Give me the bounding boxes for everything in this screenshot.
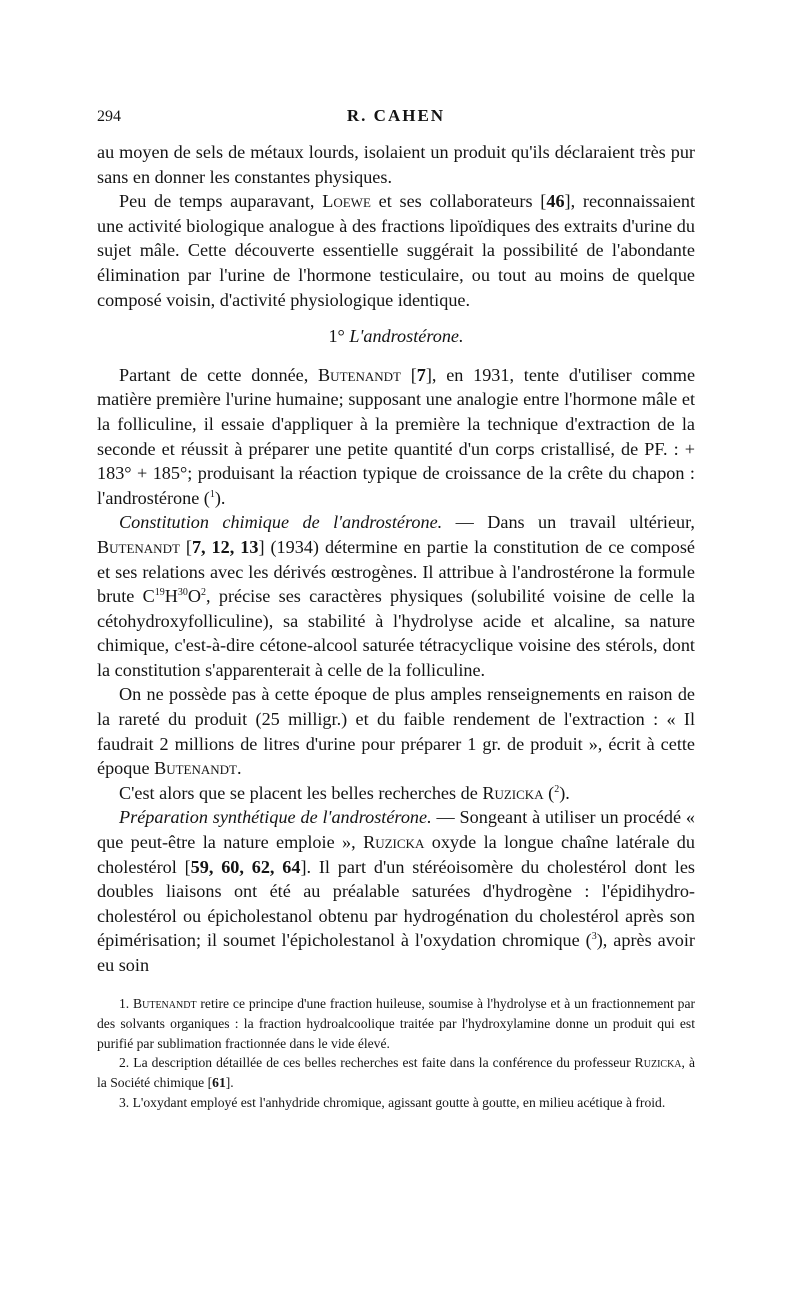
author-name: Ruzicka xyxy=(363,832,425,853)
paragraph-5: On ne possède pas à cette époque de plus amples renseignements en raison de la rareté du produit (25 milligr.) et du faible rendement de l'extraction : « Il faudrait 2 millions de litres d'urine pour préparer 1 gr. de produit », écrit à cette époque Butenandt. xyxy=(97,684,695,779)
paragraph-1: au moyen de sels de métaux lourds, isolaient un produit qu'ils déclaraient très pur sans en donner les constantes physiques. xyxy=(97,142,695,187)
section-title: L'androstérone. xyxy=(349,326,464,347)
citation: 7 xyxy=(416,364,426,385)
author-name: Butenandt xyxy=(318,364,401,385)
paragraph-3: Partant de cette donnée, Butenandt [7], en 1931, tente d'utiliser comme matière première l'urine humaine; supposant une analogie entre l'hormone mâle et la folliculine, il essaie d'appliquer à la première la technique d'extraction de la seconde et réussit à préparer une petite quantité d'un corps cristallisé, de PF. : + 183° + 185°; produisant la réaction typique de croissance de la crête du chapon : l'androstérone ($^1$). xyxy=(97,364,696,508)
footnote-3: 3. L'oxydant employé est l'anhydride chromique, agissant goutte à goutte, en milieu acétique à froid. xyxy=(119,1094,666,1110)
section-number: 1° xyxy=(328,326,345,347)
running-head: R. CAHEN xyxy=(346,106,446,125)
paragraph-6: C'est alors que se placent les belles recherches de Ruzicka ($^2$). xyxy=(119,782,570,803)
paragraph-7: Préparation synthétique de l'androstérone. — Songeant à utiliser un procédé « que peut-être la nature emploie », Ruzicka oxyde la longue chaîne latérale du cholestérol [59, 60, 62, 64]. Il part d'un stéréoisomère du cholestérol dont les doubles liaisons ont été au préalable saturées d'hydrogène : l'épidihydro-cholestérol ou épicholestanol obtenu par hydrogénation du cholestérol après son épimérisation; il soumet l'épicholestanol à l'oxydation chromique ($^3$), après avoir eu soin xyxy=(97,807,695,975)
subheading: Préparation synthétique de l'androstérone. xyxy=(119,807,432,828)
author-name: Butenandt xyxy=(154,758,237,779)
section-heading xyxy=(97,324,695,349)
footnotes xyxy=(97,994,695,1113)
author-name: Ruzicka xyxy=(482,782,544,803)
footnote-2: 2. La description détaillée de ces belles recherches est faite dans la conférence du professeur Ruzicka, à la Société chimique [61]. xyxy=(97,1055,696,1091)
author-name: Butenandt xyxy=(97,536,180,557)
author-name: Ruzicka xyxy=(634,1055,682,1071)
subheading: Constitution chimique de l'androstérone. xyxy=(119,512,443,533)
footnote-ref: 1 xyxy=(209,488,215,500)
paragraph-2: Peu de temps auparavant, Loewe et ses collaborateurs [46], reconnaissaient une activité biologique analogue à des fractions lipoïdiques des extraits d'urine du sujet mâle. Cette découverte essentielle suggérait la possibilité de l'abondante élimination par l'urine de l'hormone testiculaire, ou tout au moins de quelque composé voisin, d'activité physiologique identique. xyxy=(97,191,695,310)
footnote-ref: 3 xyxy=(591,931,597,943)
citation: 61 xyxy=(212,1075,226,1091)
author-name: Butenandt xyxy=(133,996,197,1011)
citation: 46 xyxy=(546,191,565,212)
footnote-ref: 2 xyxy=(554,783,560,795)
main-text xyxy=(97,140,695,978)
citation: 7, 12, 13 xyxy=(191,536,259,557)
citation: 59, 60, 62, 64 xyxy=(190,856,301,877)
page-header xyxy=(97,98,695,138)
footnote-1: 1. Butenandt retire ce principe d'une fraction huileuse, soumise à l'hydrolyse et à un fractionnement par des solvants organiques : la fraction hydroalcoolique traitée par l'hydroxylamine donne un produit qui est purifié par sublimation fractionnée dans le vide élevé. xyxy=(97,996,696,1051)
author-name: Loewe xyxy=(322,191,371,212)
page-number: 294 xyxy=(97,108,121,125)
paragraph-4: Constitution chimique de l'androstérone. — Dans un travail ultérieur, Butenandt [7, 12, 13] (1934) détermine en partie la constitution de ce composé et ses relations avec les dérivés œstrogènes. Il attribue à l'androstérone la formule brute $C^{19}H^{30}O^2$, précise ses caractères physiques (solubilité voisine de celle la cétohydroxyfolliculine), sa stabilité à l'hydrolyse acide et alcaline, sa nature chimique, c'est-à-dire cétone-alcool saturée tétracyclique voisine des stérols, dont la constitution s'apparenterait à celle de la folliculine. xyxy=(97,512,695,680)
